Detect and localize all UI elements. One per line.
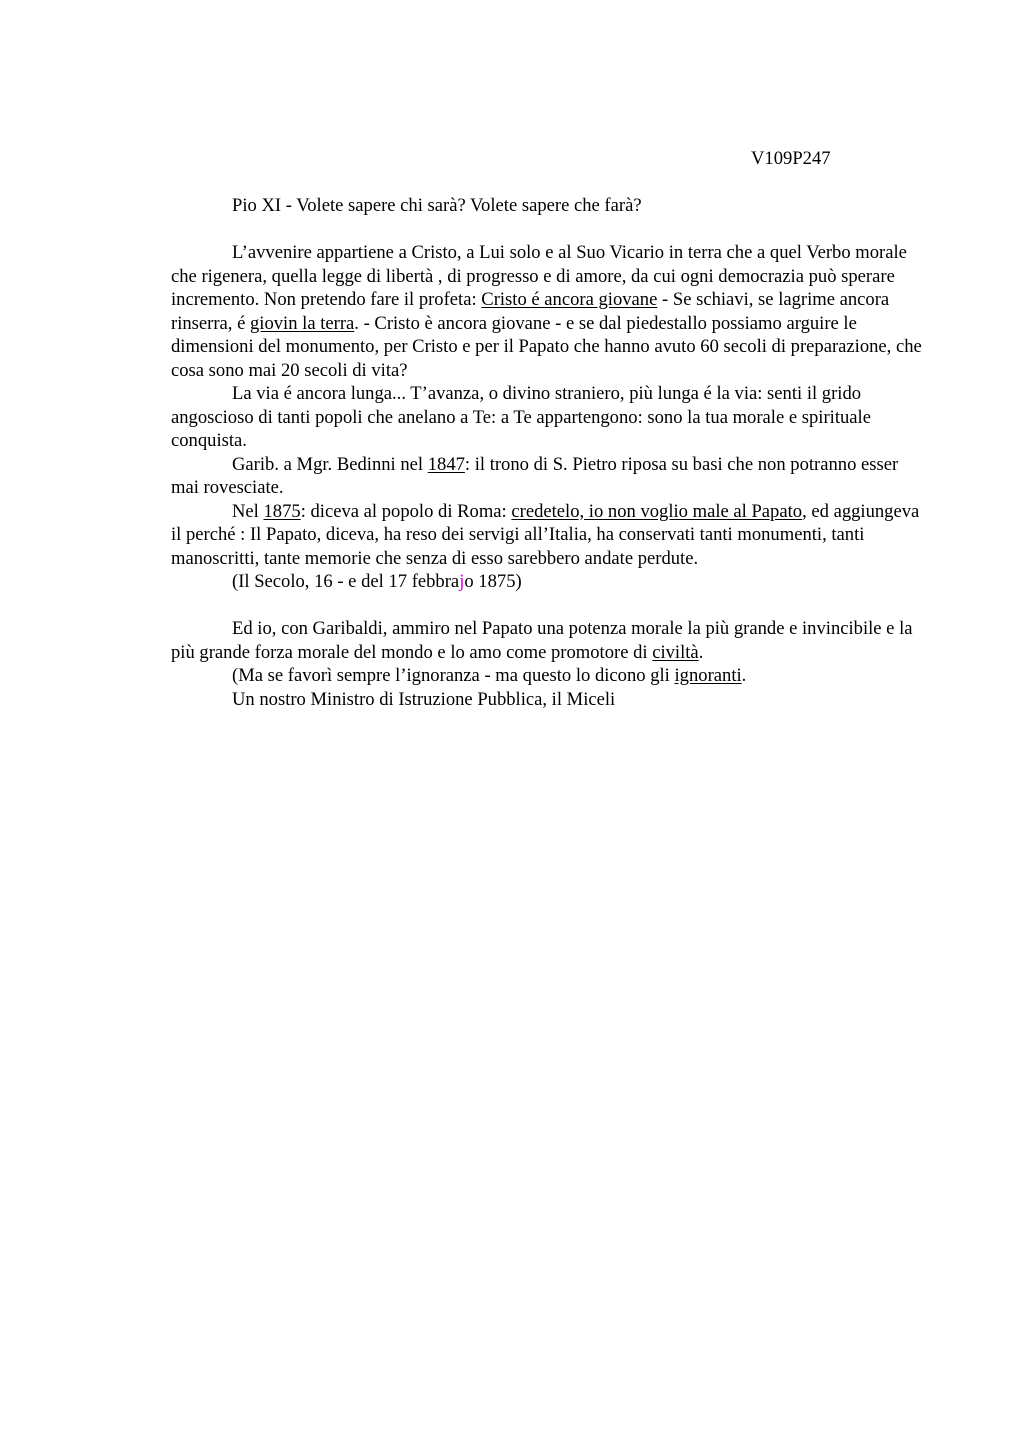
text-segment: Nel: [232, 500, 264, 522]
text-segment: Garib. a Mgr. Bedinni nel: [232, 453, 428, 475]
text-segment: o 1875): [464, 571, 522, 592]
text-segment: Ed io, con Garibaldi, ammiro nel Papato una potenza morale la più grande e invincibile e la più grande forza morale del mondo e lo amo come promotore di: [171, 618, 913, 663]
underlined-text: credetelo, io non voglio male al Papato: [511, 500, 803, 522]
underlined-text: civiltà: [652, 641, 699, 663]
text-segment: L’avvenire appartiene a Cristo, a Lui solo e al Suo Vicario in terra che a quel Verbo morale che rigenera, quella legge di libertà , di progresso e di amore, da cui ogni democrazia può sperare incremento. Non pretendo fare il profeta:: [171, 242, 907, 310]
text-segment: .: [741, 665, 747, 686]
paragraph-1875: [171, 500, 929, 571]
paragraph-ministro: Un nostro Ministro di Istruzione Pubblica, il Miceli: [232, 688, 616, 710]
text-segment: : il trono di S. Pietro riposa su basi che non potranno esser mai rovesciate.: [171, 453, 899, 498]
underlined-text: ignoranti: [674, 665, 742, 686]
underlined-year: 1847: [427, 453, 465, 475]
paragraph-via: La via é ancora lunga... T’avanza, o divino straniero, più lunga é la via: senti il grido angoscioso di tanti popoli che anelano a Te: a Te appartengono: sono la tua morale e spirituale conquista.: [171, 383, 871, 451]
underlined-text: Cristo é ancora giovane: [481, 289, 658, 310]
citation-il-secolo: [171, 570, 929, 594]
blank-line: [171, 218, 929, 242]
paragraph-ignoranza: [171, 664, 929, 688]
blank-line: [171, 594, 929, 618]
paragraph-ed-io: [171, 617, 929, 664]
paragraph-garibaldi-1847: [171, 453, 929, 500]
text-segment: : diceva al popolo di Roma:: [300, 500, 512, 522]
document-body: [171, 194, 929, 711]
title-line: Pio XI - Volete sapere chi sarà? Volete sapere che farà?: [232, 195, 642, 216]
underlined-year: 1875: [263, 500, 301, 522]
paragraph-avvenire: [171, 241, 929, 382]
text-segment: (Il Secolo, 16 - e del 17 febbra: [232, 571, 460, 592]
text-segment: (Ma se favorì sempre l’ignoranza - ma questo lo dicono gli: [232, 665, 675, 686]
highlighted-letter: j: [459, 571, 465, 592]
text-segment: - Se schiavi, se lagrime ancora rinserra, é: [171, 289, 890, 334]
underlined-text: giovin la terra: [249, 312, 355, 334]
text-segment: , ed aggiungeva il perché : Il Papato, diceva, ha reso dei servigi all’Italia, ha conservati tanti monumenti, tanti manoscritti, tante memorie che senza di esso sarebbero andate perdute.: [171, 500, 920, 569]
text-segment: . - Cristo è ancora giovane - e se dal piedestallo possiamo arguire le dimensioni del monumento, per Cristo e per il Papato che hanno avuto 60 secoli di preparazione, che cosa sono mai 20 secoli di vita?: [171, 312, 922, 381]
text-segment: .: [698, 641, 704, 663]
reference-code: V109P247: [751, 148, 831, 169]
